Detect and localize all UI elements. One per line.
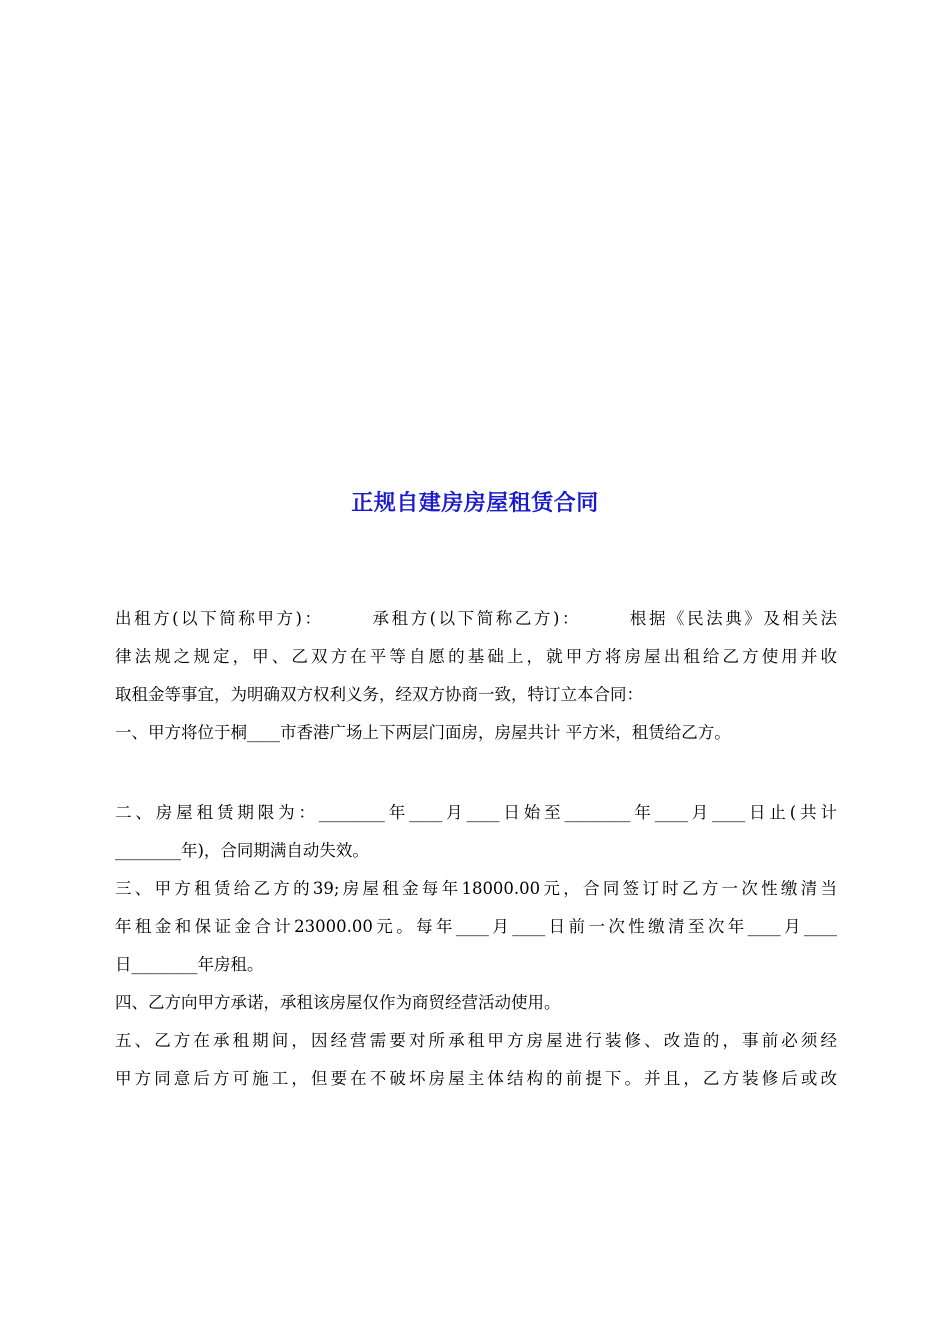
document-body: [115, 600, 837, 1098]
text-line: 出租方(以下简称甲方)： 承租方(以下简称乙方)： 根据《民法典》及相关法: [115, 609, 837, 628]
clause-4: 四、乙方向甲方承诺，承租该房屋仅作为商贸经营活动使用。: [115, 993, 561, 1012]
text-line: ________年)，合同期满自动失效。: [115, 841, 369, 860]
document-title: 正规自建房房屋租赁合同: [351, 490, 599, 516]
text-line: 甲方同意后方可施工，但要在不破坏房屋主体结构的前提下。并且，乙方装修后或改: [115, 1069, 837, 1088]
text-line: 日________年房租。: [115, 955, 264, 974]
clause-1: 一、甲方将位于桐____市香港广场上下两层门面房，房屋共计 平方米，租赁给乙方。: [115, 723, 731, 742]
paragraph-gap: [115, 752, 837, 794]
text-line: 年租金和保证金合计23000.00元。每年____月____日前一次性缴清至次年____月____: [115, 917, 837, 936]
text-line: 取租金等事宜，为明确双方权利义务，经双方协商一致，特订立本合同：: [115, 685, 643, 704]
clause-2: 二、房屋租赁期限为：________年____月____日始至________年____月____日止(共计: [115, 803, 837, 822]
clause-3: 三、甲方租赁给乙方的39;房屋租金每年18000.00元，合同签订时乙方一次性缴清当: [115, 879, 837, 898]
text-line: 律法规之规定，甲、乙双方在平等自愿的基础上，就甲方将房屋出租给乙方使用并收: [115, 647, 837, 666]
clause-5: 五、乙方在承租期间，因经营需要对所承租甲方房屋进行装修、改造的，事前必须经: [115, 1031, 837, 1050]
